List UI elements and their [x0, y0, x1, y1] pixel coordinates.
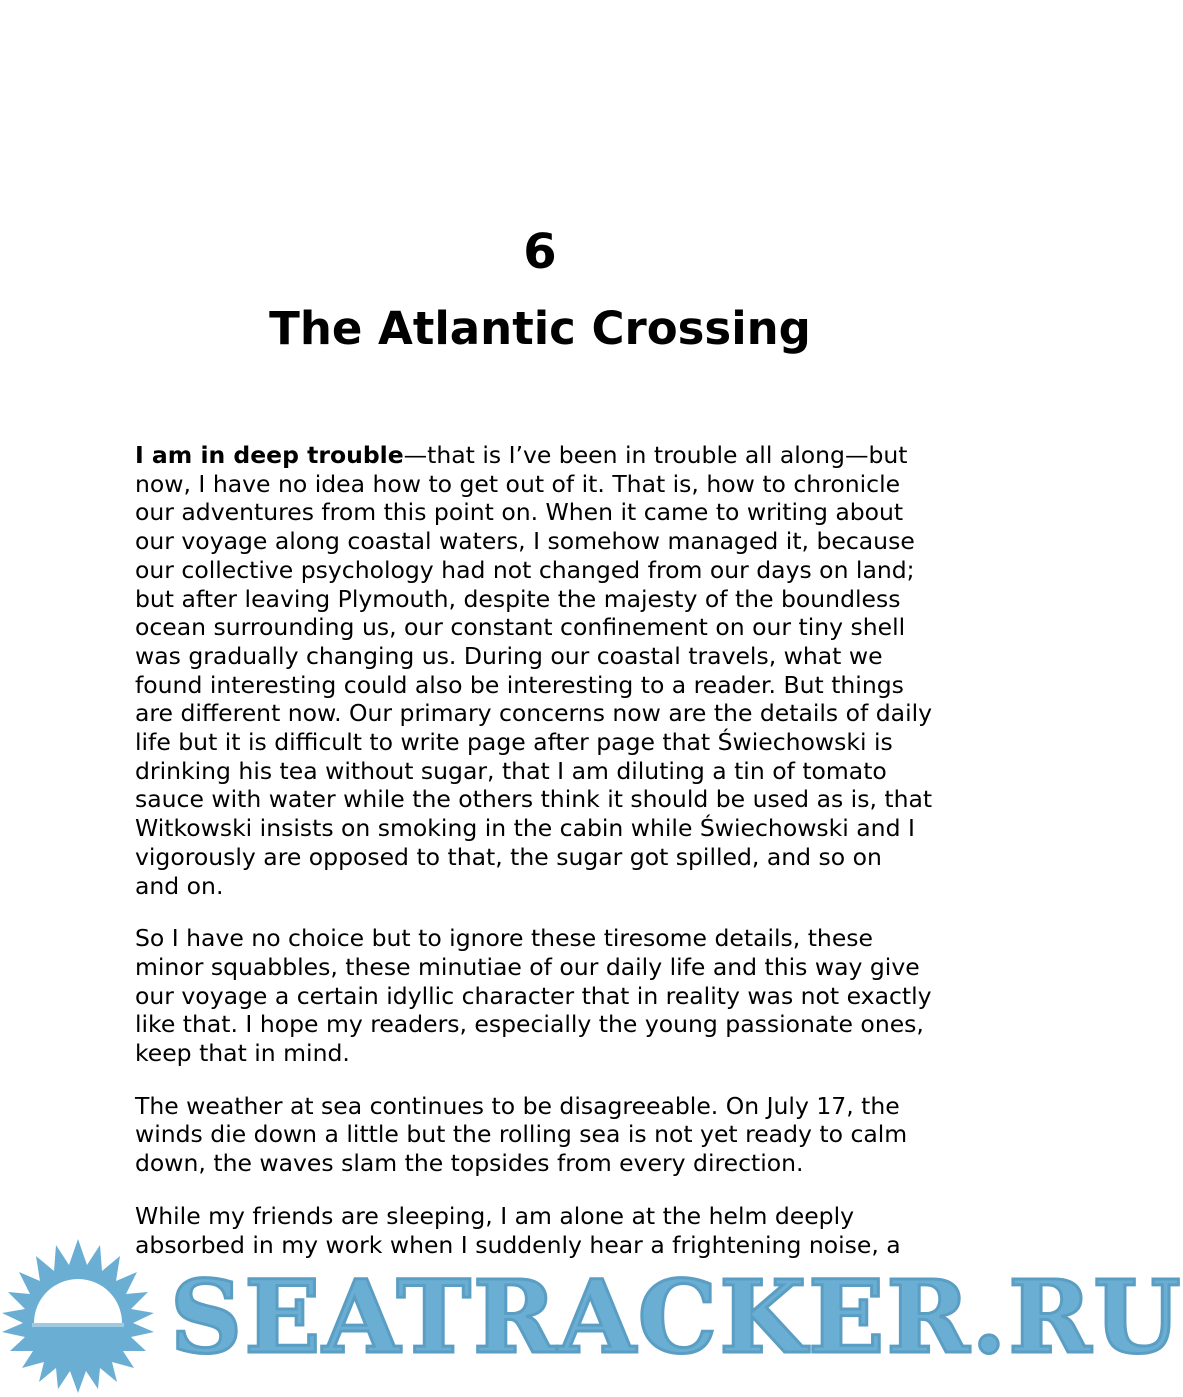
paragraph-line: So I have no choice but to ignore these tiresome details, these: [135, 924, 873, 953]
paragraph-line: now, I have no idea how to get out of it. That is, how to chronicle: [135, 469, 901, 498]
line-text: —that is I’ve been in trouble all along—but: [403, 441, 908, 469]
paragraph-line: While my friends are sleeping, I am alone at the helm deeply: [135, 1201, 855, 1230]
chapter-number: 6: [523, 224, 557, 280]
paragraph-line: [135, 441, 965, 470]
paragraph-line: vigorously are opposed to that, the sugar got spilled, and so on: [135, 842, 882, 871]
paragraph-line: and on.: [135, 871, 224, 900]
paragraph-1: [135, 441, 965, 900]
paragraph-line: our voyage along coastal waters, I somehow managed it, because: [135, 527, 915, 556]
paragraph-line: life but it is difficult to write page after page that Świechowski is: [135, 728, 893, 757]
paragraph-line: keep that in mind.: [135, 1039, 350, 1068]
paragraph-line: was gradually changing us. During our coastal travels, what we: [135, 641, 883, 670]
paragraph-line: absorbed in my work when I suddenly hear a frightening noise, a: [135, 1230, 901, 1259]
paragraph-line: sauce with water while the others think it should be used as is, that: [135, 785, 933, 814]
paragraph-line: found interesting could also be interesting to a reader. But things: [135, 670, 904, 699]
paragraph-line: are different now. Our primary concerns now are the details of daily: [135, 699, 933, 728]
paragraph-3: [135, 1092, 965, 1178]
paragraph-line: like that. I hope my readers, especially the young passionate ones,: [135, 1010, 924, 1039]
paragraph-line: down, the waves slam the topsides from every direction.: [135, 1149, 804, 1178]
paragraph-line: our adventures from this point on. When it came to writing about: [135, 498, 904, 527]
paragraph-line: winds die down a little but the rolling sea is not yet ready to calm: [135, 1120, 908, 1149]
paragraph-line: The weather at sea continues to be disagreeable. On July 17, the: [135, 1091, 900, 1120]
paragraph-line: our collective psychology had not changed from our days on land;: [135, 555, 915, 584]
paragraph-line: Witkowski insists on smoking in the cabin while Świechowski and I: [135, 814, 915, 843]
watermark-text: SEATRACKER.RU: [170, 1258, 1183, 1376]
paragraph-lead: I am in deep trouble: [135, 441, 404, 469]
paragraph-line: ocean surrounding us, our constant confinement on our tiny shell: [135, 613, 906, 642]
chapter-title: The Atlantic Crossing: [269, 302, 811, 355]
paragraph-line: but after leaving Plymouth, despite the majesty of the boundless: [135, 584, 901, 613]
paragraph-line: drinking his tea without sugar, that I am diluting a tin of tomato: [135, 756, 887, 785]
paragraph-line: our voyage a certain idyllic character that in reality was not exactly: [135, 981, 932, 1010]
chapter-body: [135, 441, 965, 1283]
paragraph-line: minor squabbles, these minutiae of our daily life and this way give: [135, 952, 920, 981]
paragraph-2: [135, 924, 965, 1068]
